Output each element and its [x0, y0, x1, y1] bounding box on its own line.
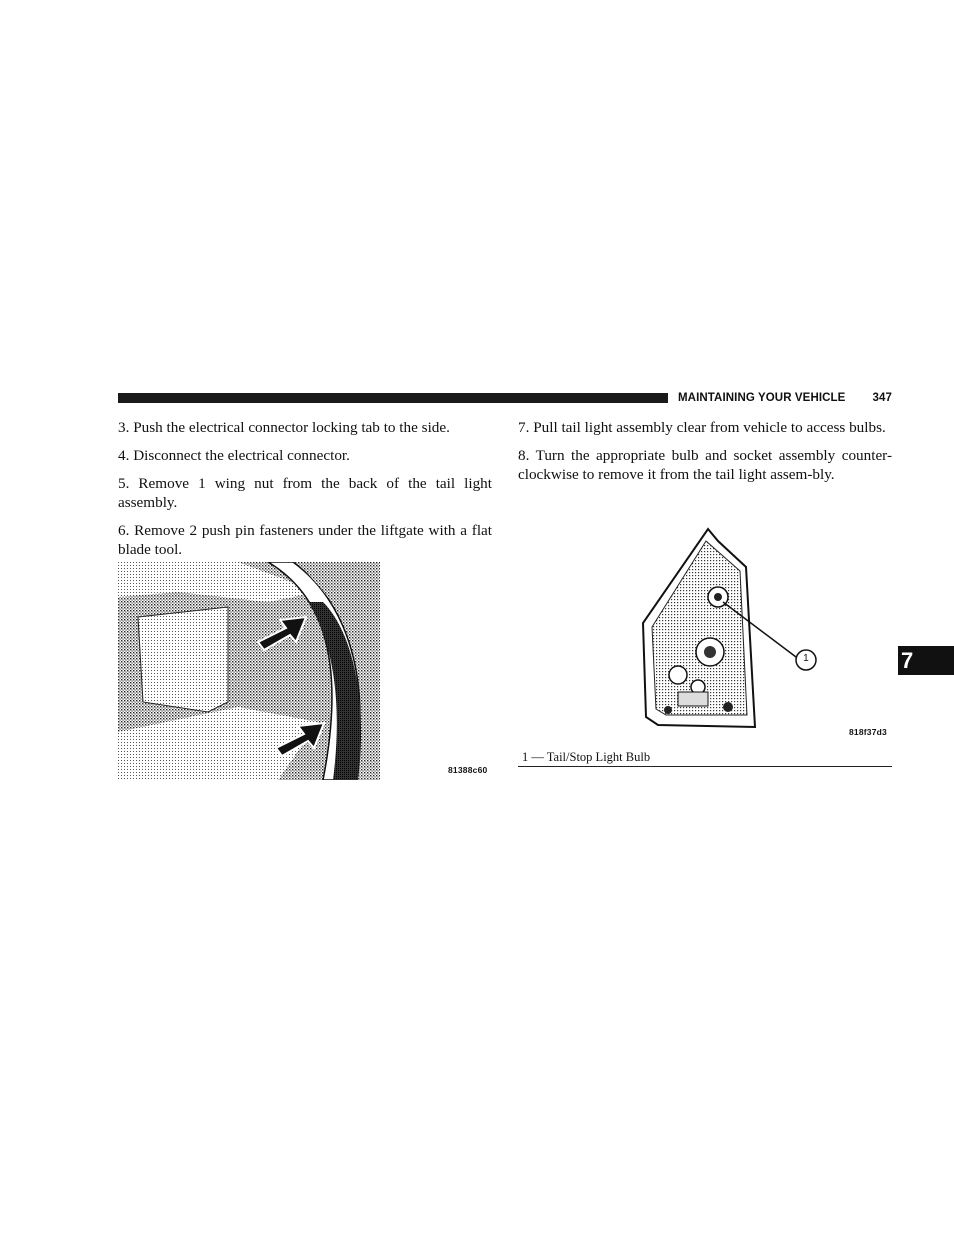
running-header — [678, 390, 892, 406]
tail-light-illustration — [518, 527, 892, 742]
step-7: 7. Pull tail light assembly clear from vehicle to access bulbs. — [518, 419, 886, 436]
right-column — [518, 418, 892, 493]
figure-caption: 1 — Tail/Stop Light Bulb — [518, 749, 892, 767]
section-title: MAINTAINING YOUR VEHICLE — [678, 392, 846, 404]
figure-code: 81388c60 — [448, 765, 488, 775]
liftgate-illustration — [118, 562, 492, 780]
step-8: 8. Turn the appropriate bulb and socket assembly counter-clockwise to remove it from the tail light assem-bly. — [518, 447, 892, 483]
step-5: 5. Remove 1 wing nut from the back of the tail light assembly. — [118, 475, 492, 511]
step-4: 4. Disconnect the electrical connector. — [118, 447, 350, 464]
liftgate-fasteners-figure — [118, 562, 492, 780]
left-column — [118, 418, 492, 568]
chapter-tab: 7 — [898, 646, 954, 675]
step-3: 3. Push the electrical connector locking tab to the side. — [118, 419, 450, 436]
callout-1: 1 — [803, 653, 809, 664]
header-rule — [118, 393, 668, 403]
figure-code: 818f37d3 — [849, 727, 887, 737]
tail-light-figure — [518, 527, 892, 742]
page-number: 347 — [872, 392, 892, 404]
step-6: 6. Remove 2 push pin fasteners under the liftgate with a flat blade tool. — [118, 522, 492, 558]
